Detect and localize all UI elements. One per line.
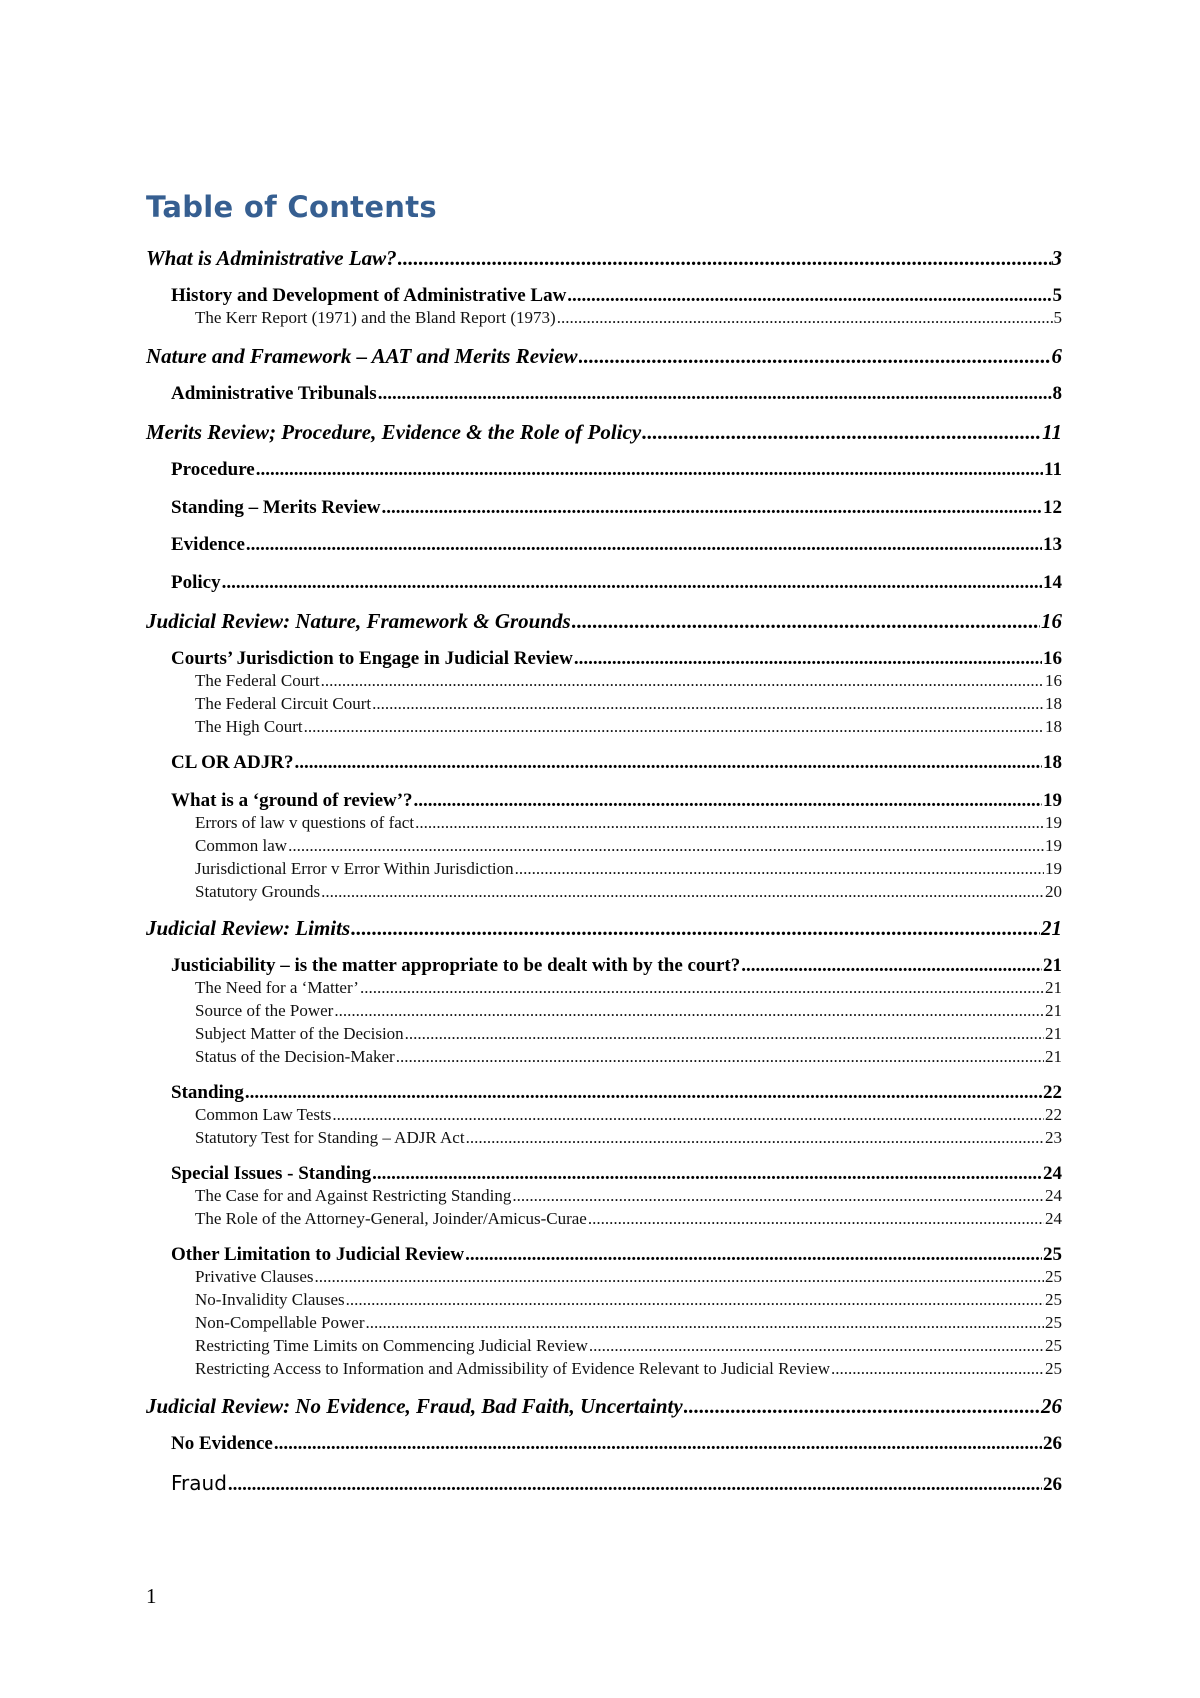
dot-leader [321,882,1044,902]
dot-leader [245,1082,1042,1104]
toc-entry-page-number: 22 [1045,1105,1062,1124]
toc-entry-label: Fraud [171,1471,227,1495]
toc-entry-label: Standing [171,1082,244,1103]
toc-entry-label: No-Invalidity Clauses [195,1290,345,1309]
toc-entry-label: The High Court [195,717,303,736]
toc-entry-level-3[interactable] [146,1267,1062,1288]
dot-leader [572,609,1040,634]
toc-entry-level-2[interactable] [146,1244,1062,1266]
toc-entry-page-number: 16 [1041,609,1062,633]
dot-leader [589,1336,1044,1356]
dot-leader [588,1209,1044,1229]
toc-entry-page-number: 18 [1043,752,1062,773]
toc-entry-level-2[interactable] [146,1433,1062,1455]
toc-entry-page-number: 19 [1045,859,1062,878]
toc-entry-level-3[interactable] [146,717,1062,738]
toc-entry-level-3[interactable] [146,859,1062,880]
dot-leader [378,383,1052,405]
dot-leader [372,694,1044,714]
toc-entry-page-number: 16 [1043,648,1062,669]
dot-leader [465,1244,1042,1266]
toc-entry-label: Status of the Decision-Maker [195,1047,395,1066]
toc-entry-page-number: 3 [1051,246,1062,270]
toc-entry-level-2[interactable] [146,752,1062,774]
toc-entry-page-number: 22 [1043,1082,1062,1103]
dot-leader [574,648,1042,670]
toc-entry-level-2[interactable] [146,285,1062,307]
dot-leader [684,1394,1040,1419]
toc-entry-label: Common Law Tests [195,1105,332,1124]
dot-leader [346,1290,1044,1310]
toc-entry-page-number: 26 [1041,1394,1062,1418]
toc-entry-label: The Need for a ‘Matter’ [195,978,359,997]
toc-entry-label: Source of the Power [195,1001,334,1020]
dot-leader [304,717,1044,737]
dot-leader [396,1047,1044,1067]
toc-entry-level-3[interactable] [146,1001,1062,1022]
dot-leader [405,1024,1044,1044]
toc-entry-level-3[interactable] [146,1336,1062,1357]
dot-leader [831,1359,1044,1379]
toc-entry-label: Restricting Time Limits on Commencing Judicial Review [195,1336,588,1355]
toc-entry-level-2[interactable] [146,790,1062,812]
dot-leader [256,459,1043,481]
toc-entry-level-3[interactable] [146,978,1062,999]
toc-entry-label: Nature and Framework – AAT and Merits Review [146,344,578,368]
toc-entry-page-number: 21 [1043,955,1062,976]
toc-entry-page-number: 11 [1044,459,1062,480]
dot-leader [351,916,1040,941]
toc-entry-level-3[interactable] [146,1128,1062,1149]
dot-leader [567,285,1051,307]
dot-leader [512,1186,1044,1206]
toc-entry-level-3[interactable] [146,1290,1062,1311]
toc-entry-label: Statutory Test for Standing – ADJR Act [195,1128,465,1147]
toc-entry-label: Common law [195,836,288,855]
dot-leader [366,1313,1045,1333]
toc-entry-level-2[interactable] [146,497,1062,519]
toc-entry-level-3[interactable] [146,836,1062,857]
toc-entry-label: Policy [171,572,221,593]
toc-entry-label: Jurisdictional Error v Error Within Jurisdiction [195,859,514,878]
toc-entry-level-3[interactable] [146,813,1062,834]
toc-entry-level-2[interactable] [146,1163,1062,1185]
toc-entry-label: Evidence [171,534,245,555]
dot-leader [414,790,1042,812]
toc-entry-label: Judicial Review: Limits [146,916,351,940]
toc-entry-label: Privative Clauses [195,1267,314,1286]
toc-entry-page-number: 21 [1045,1047,1062,1066]
dot-leader [222,572,1042,594]
toc-entry-page-number: 18 [1045,694,1062,713]
toc-entry-page-number: 19 [1045,813,1062,832]
toc-entry-level-1[interactable] [146,1394,1062,1418]
toc-entry-label: The Federal Circuit Court [195,694,372,713]
toc-entry-page-number: 19 [1043,790,1062,811]
toc-entry-label: What is a ‘ground of review’? [171,790,413,811]
toc-entry-page-number: 25 [1045,1336,1062,1355]
page-number: 1 [146,1584,157,1608]
toc-entry-level-3[interactable] [146,1105,1062,1126]
toc-entry-level-2[interactable] [146,534,1062,556]
toc-entry-page-number: 24 [1043,1163,1062,1184]
toc-entry-label: Standing – Merits Review [171,497,381,518]
toc-entry-label: The Kerr Report (1971) and the Bland Report (1973) [195,308,556,327]
toc-entry-level-1[interactable] [146,344,1062,368]
toc-entry-label: No Evidence [171,1433,273,1454]
toc-entry-level-3[interactable] [146,1313,1062,1334]
dot-leader [398,246,1051,271]
toc-entry-label: Restricting Access to Information and Admissibility of Evidence Relevant to Judicial Review [195,1359,831,1378]
toc-entry-label: History and Development of Administrative Law [171,285,567,306]
toc-entry-label: Errors of law v questions of fact [195,813,415,832]
toc-entry-page-number: 26 [1043,1433,1062,1454]
dot-leader [332,1105,1044,1125]
toc-entry-page-number: 21 [1045,1024,1062,1043]
toc-entry-label: The Case for and Against Restricting Standing [195,1186,512,1205]
dot-leader [741,955,1042,977]
toc-entry-label: Judicial Review: No Evidence, Fraud, Bad Faith, Uncertainty [146,1394,683,1418]
toc-entry-label: What is Administrative Law? [146,246,397,270]
toc-entry-level-3[interactable] [146,1209,1062,1230]
dot-leader [246,534,1042,556]
dot-leader [372,1163,1042,1185]
toc-entry-page-number: 21 [1045,978,1062,997]
toc-entry-page-number: 18 [1045,717,1062,736]
toc-list [146,246,1062,1493]
toc-entry-page-number: 25 [1045,1313,1062,1332]
toc-entry-level-1[interactable] [146,420,1062,444]
dot-leader [274,1433,1042,1455]
dot-leader [360,978,1044,998]
toc-entry-page-number: 25 [1045,1290,1062,1309]
toc-entry-label: Non-Compellable Power [195,1313,365,1332]
toc-entry-level-2[interactable] [146,572,1062,594]
dot-leader [642,420,1041,445]
toc-entry-page-number: 24 [1045,1209,1062,1228]
toc-entry-label: Courts’ Jurisdiction to Engage in Judicial Review [171,648,573,669]
toc-entry-page-number: 12 [1043,497,1062,518]
dot-leader [334,1001,1044,1021]
toc-entry-level-1[interactable] [146,916,1062,940]
toc-entry-level-2[interactable] [146,1082,1062,1104]
toc-entry-level-3[interactable] [146,882,1062,903]
dot-leader [515,859,1044,879]
toc-entry-level-3[interactable] [146,1186,1062,1207]
toc-entry-level-2[interactable] [146,459,1062,481]
toc-entry-page-number: 13 [1043,534,1062,555]
toc-entry-label: Other Limitation to Judicial Review [171,1244,465,1265]
toc-entry-level-2[interactable] [146,1471,1062,1493]
toc-entry-level-3[interactable] [146,1047,1062,1068]
toc-entry-page-number: 5 [1052,285,1062,306]
toc-entry-page-number: 20 [1045,882,1062,901]
toc-entry-page-number: 24 [1045,1186,1062,1205]
toc-title: Table of Contents [146,190,437,224]
dot-leader [382,497,1042,519]
toc-entry-level-3[interactable] [146,1359,1062,1380]
toc-entry-level-3[interactable] [146,671,1062,692]
toc-entry-page-number: 23 [1045,1128,1062,1147]
toc-entry-level-2[interactable] [146,955,1062,977]
toc-entry-level-1[interactable] [146,609,1062,633]
toc-entry-page-number: 26 [1043,1474,1062,1495]
toc-entry-label: Judicial Review: Nature, Framework & Grounds [146,609,571,633]
toc-entry-level-2[interactable] [146,648,1062,670]
toc-entry-page-number: 21 [1045,1001,1062,1020]
toc-entry-label: The Federal Court [195,671,320,690]
toc-entry-level-3[interactable] [146,308,1062,329]
dot-leader [288,836,1044,856]
toc-entry-page-number: 6 [1051,344,1062,368]
toc-entry-page-number: 16 [1045,671,1062,690]
toc-entry-label: Merits Review; Procedure, Evidence & the Role of Policy [146,420,642,444]
toc-entry-label: Subject Matter of the Decision [195,1024,404,1043]
toc-entry-level-3[interactable] [146,1024,1062,1045]
toc-entry-page-number: 21 [1041,916,1062,940]
toc-entry-page-number: 8 [1052,383,1062,404]
toc-entry-page-number: 25 [1043,1244,1062,1265]
dot-leader [321,671,1044,691]
toc-entry-page-number: 11 [1042,420,1062,444]
toc-entry-label: Special Issues - Standing [171,1163,372,1184]
toc-entry-label: The Role of the Attorney-General, Joinder/Amicus-Curae [195,1209,587,1228]
toc-entry-label: Procedure [171,459,255,480]
dot-leader [315,1267,1044,1287]
dot-leader [294,752,1042,774]
toc-entry-label: Statutory Grounds [195,882,321,901]
toc-entry-level-2[interactable] [146,383,1062,405]
dot-leader [466,1128,1044,1148]
dot-leader [557,308,1053,328]
dot-leader [228,1474,1042,1496]
toc-entry-label: Administrative Tribunals [171,383,377,404]
toc-entry-page-number: 25 [1045,1267,1062,1286]
toc-entry-level-3[interactable] [146,694,1062,715]
toc-entry-level-1[interactable] [146,246,1062,270]
dot-leader [579,344,1051,369]
toc-entry-page-number: 5 [1053,308,1062,327]
toc-entry-label: CL OR ADJR? [171,752,294,773]
toc-entry-page-number: 14 [1043,572,1062,593]
toc-entry-page-number: 19 [1045,836,1062,855]
dot-leader [415,813,1044,833]
toc-entry-label: Justiciability – is the matter appropriate to be dealt with by the court? [171,955,741,976]
toc-entry-page-number: 25 [1045,1359,1062,1378]
